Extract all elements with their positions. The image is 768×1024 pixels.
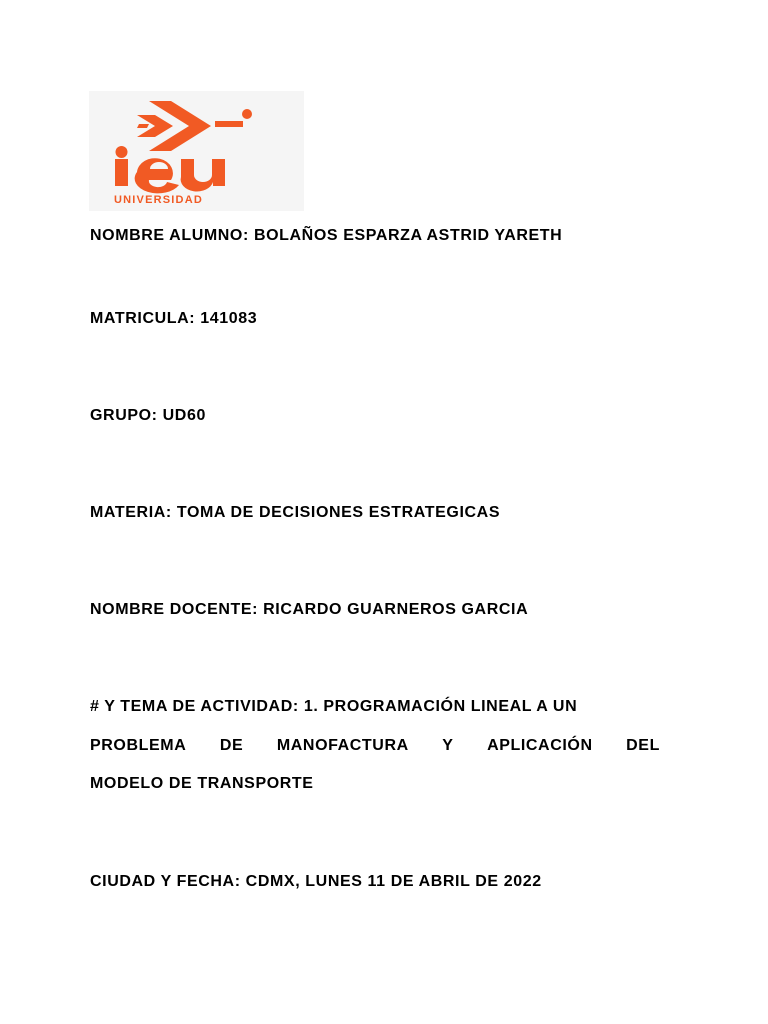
tema-word: MANOFACTURA [276, 737, 409, 754]
student-name: NOMBRE ALUMNO: BOLAÑOS ESPARZA ASTRID YARETH [90, 227, 563, 244]
tema-line-3: MODELO DE TRANSPORTE [90, 775, 314, 792]
tema-word: DE [219, 737, 244, 754]
ieu-logo-graphic [89, 91, 304, 211]
grupo: GRUPO: UD60 [90, 407, 206, 424]
matricula: MATRICULA: 141083 [90, 310, 258, 327]
ciudad-fecha: CIUDAD Y FECHA: CDMX, LUNES 11 DE ABRIL DE 2022 [90, 873, 542, 890]
tema-line-1: # Y TEMA DE ACTIVIDAD: 1. PROGRAMACIÓN LINEAL A UN [90, 698, 578, 715]
tema-word: APLICACIÓN [487, 737, 593, 754]
docente: NOMBRE DOCENTE: RICARDO GUARNEROS GARCIA [90, 601, 529, 618]
tema-word: Y [442, 737, 454, 754]
logo-subtitle: UNIVERSIDAD [114, 194, 203, 206]
tema-word: DEL [626, 737, 660, 754]
tema-line-2 [90, 736, 660, 756]
arrow-emblem-icon [137, 101, 252, 151]
materia: MATERIA: TOMA DE DECISIONES ESTRATEGICAS [90, 504, 501, 521]
ieu-universidad-logo [89, 91, 304, 211]
tema-word: PROBLEMA [90, 737, 187, 754]
ieu-wordmark-icon [115, 146, 225, 193]
